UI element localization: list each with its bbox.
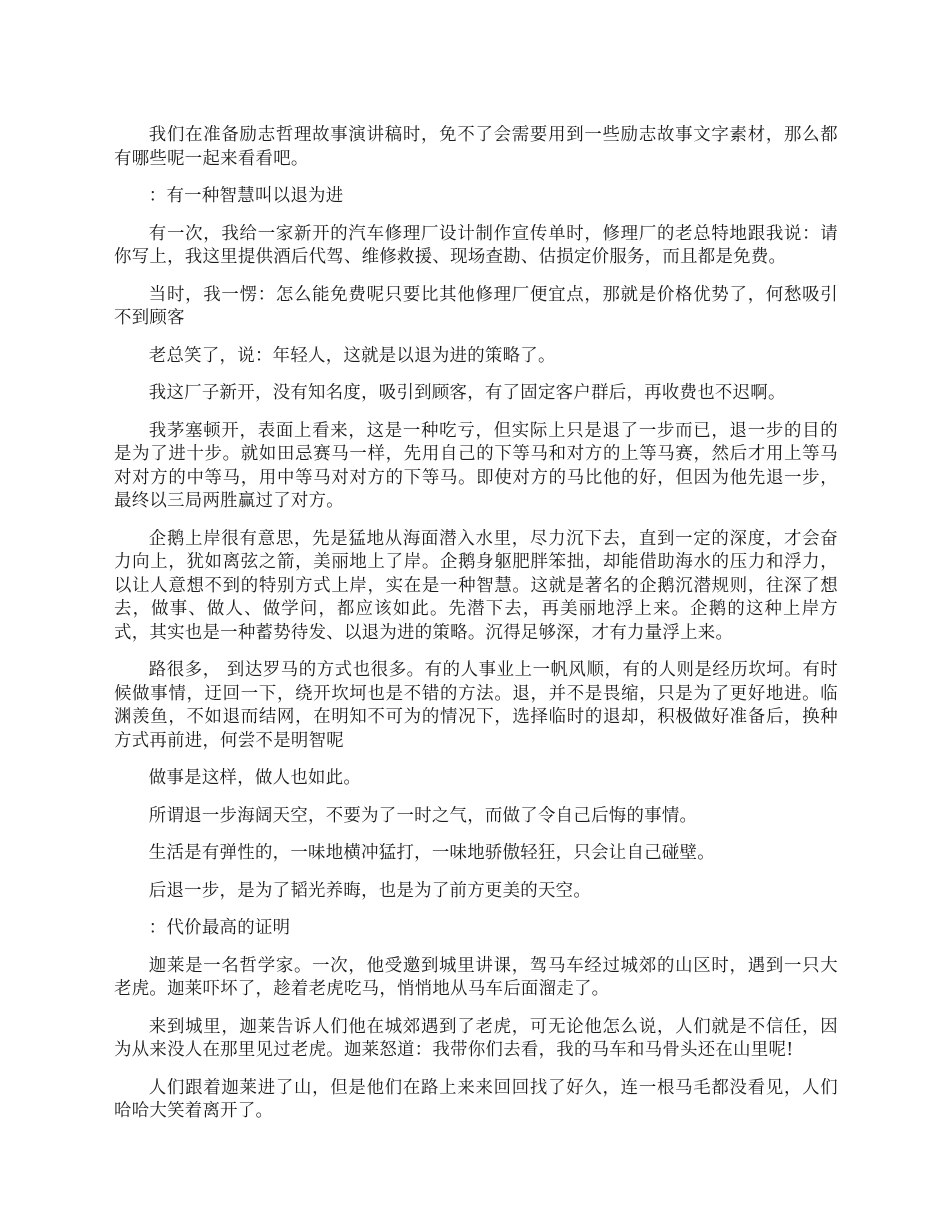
paragraph: 所谓退一步海阔天空，不要为了一时之气，而做了令自己后悔的事情。: [148, 805, 698, 826]
section-heading-costly-proof: ：代价最高的证明: [148, 918, 291, 938]
paragraph: 路很多， 到达罗马的方式也很多。有的人事业上一帆风顺，有的人则是经历坎坷。有时候做事情，迂回一下，绕开坎坷也是不错的方法。退，并不是畏缩，只是为了更好地进。临渊羡鱼，不如退而结网，在明知不可为的情况下，选择临时的退却，积极做好准备后，换种方式再前进，何尝不是明智呢: [114, 660, 838, 751]
paragraph: 有一次，我给一家新开的汽车修理厂设计制作宣传单时，修理厂的老总特地跟我说：请你写上，我这里提供酒后代驾、维修救援、现场查勘、估损定价服务，而且都是免费。: [114, 223, 838, 267]
paragraph: 我茅塞顿开，表面上看来，这是一种吃亏，但实际上只是退了一步而已，退一步的目的是为了进十步。就如田忌赛马一样，先用自己的下等马和对方的上等马赛，然后才用上等马对对方的中等马，用中等马对对方的下等马。即使对方的马比他的好，但因为他先退一步，最终以三局两胜赢过了对方。: [114, 420, 838, 511]
paragraph: 生活是有弹性的，一味地横冲猛打，一味地骄傲轻狂，只会让自己碰壁。: [148, 843, 715, 863]
section-heading-retreat-wisdom: ：有一种智慧叫以退为进: [148, 186, 344, 206]
paragraph: 企鹅上岸很有意思，先是猛地从海面潜入水里，尽力沉下去，直到一定的深度，才会奋力向上，犹如离弦之箭，美丽地上了岸。企鹅身躯肥胖笨拙，却能借助海水的压力和浮力，以让人意想不到的特别方式上岸，实在是一种智慧。这就是著名的企鹅沉潜规则，往深了想去，做事、做人、做学问，都应该如此。先潜下去，再美丽地浮上来。企鹅的这种上岸方式，其实也是一种蓄势待发、以退为进的策略。沉得足够深，才有力量浮上来。: [114, 528, 838, 643]
paragraph: 做事是这样，做人也如此。: [148, 768, 362, 788]
paragraph: 来到城里，迦莱告诉人们他在城郊遇到了老虎，可无论他怎么说，人们就是不信任，因为从来没人在那里见过老虎。迦莱怒道：我带你们去看，我的马车和马骨头还在山里呢!: [114, 1016, 838, 1060]
paragraph: 后退一步，是为了韬光养晦，也是为了前方更美的天空。: [148, 880, 592, 901]
paragraph: 当时，我一愣：怎么能免费呢只要比其他修理厂便宜点，那就是价格优势了，何愁吸引不到顾客: [114, 284, 838, 328]
paragraph: 人们跟着迦莱进了山，但是他们在路上来来回回找了好久，连一根马毛都没看见，人们哈哈大笑着离开了。: [114, 1077, 838, 1121]
document-page: [114, 124, 838, 1138]
paragraph: 迦莱是一名哲学家。一次，他受邀到城里讲课，驾马车经过城郊的山区时，遇到一只大老虎。迦莱吓坏了，趁着老虎吃马，悄悄地从马车后面溜走了。: [114, 955, 838, 999]
paragraph: 我这厂子新开，没有知名度，吸引到顾客，有了固定客户群后，再收费也不迟啊。: [148, 383, 786, 403]
paragraph-intro: 我们在准备励志哲理故事演讲稿时，免不了会需要用到一些励志故事文字素材，那么都有哪些呢一起来看看吧。: [114, 125, 838, 169]
paragraph: 老总笑了，说：年轻人，这就是以退为进的策略了。: [148, 345, 556, 366]
